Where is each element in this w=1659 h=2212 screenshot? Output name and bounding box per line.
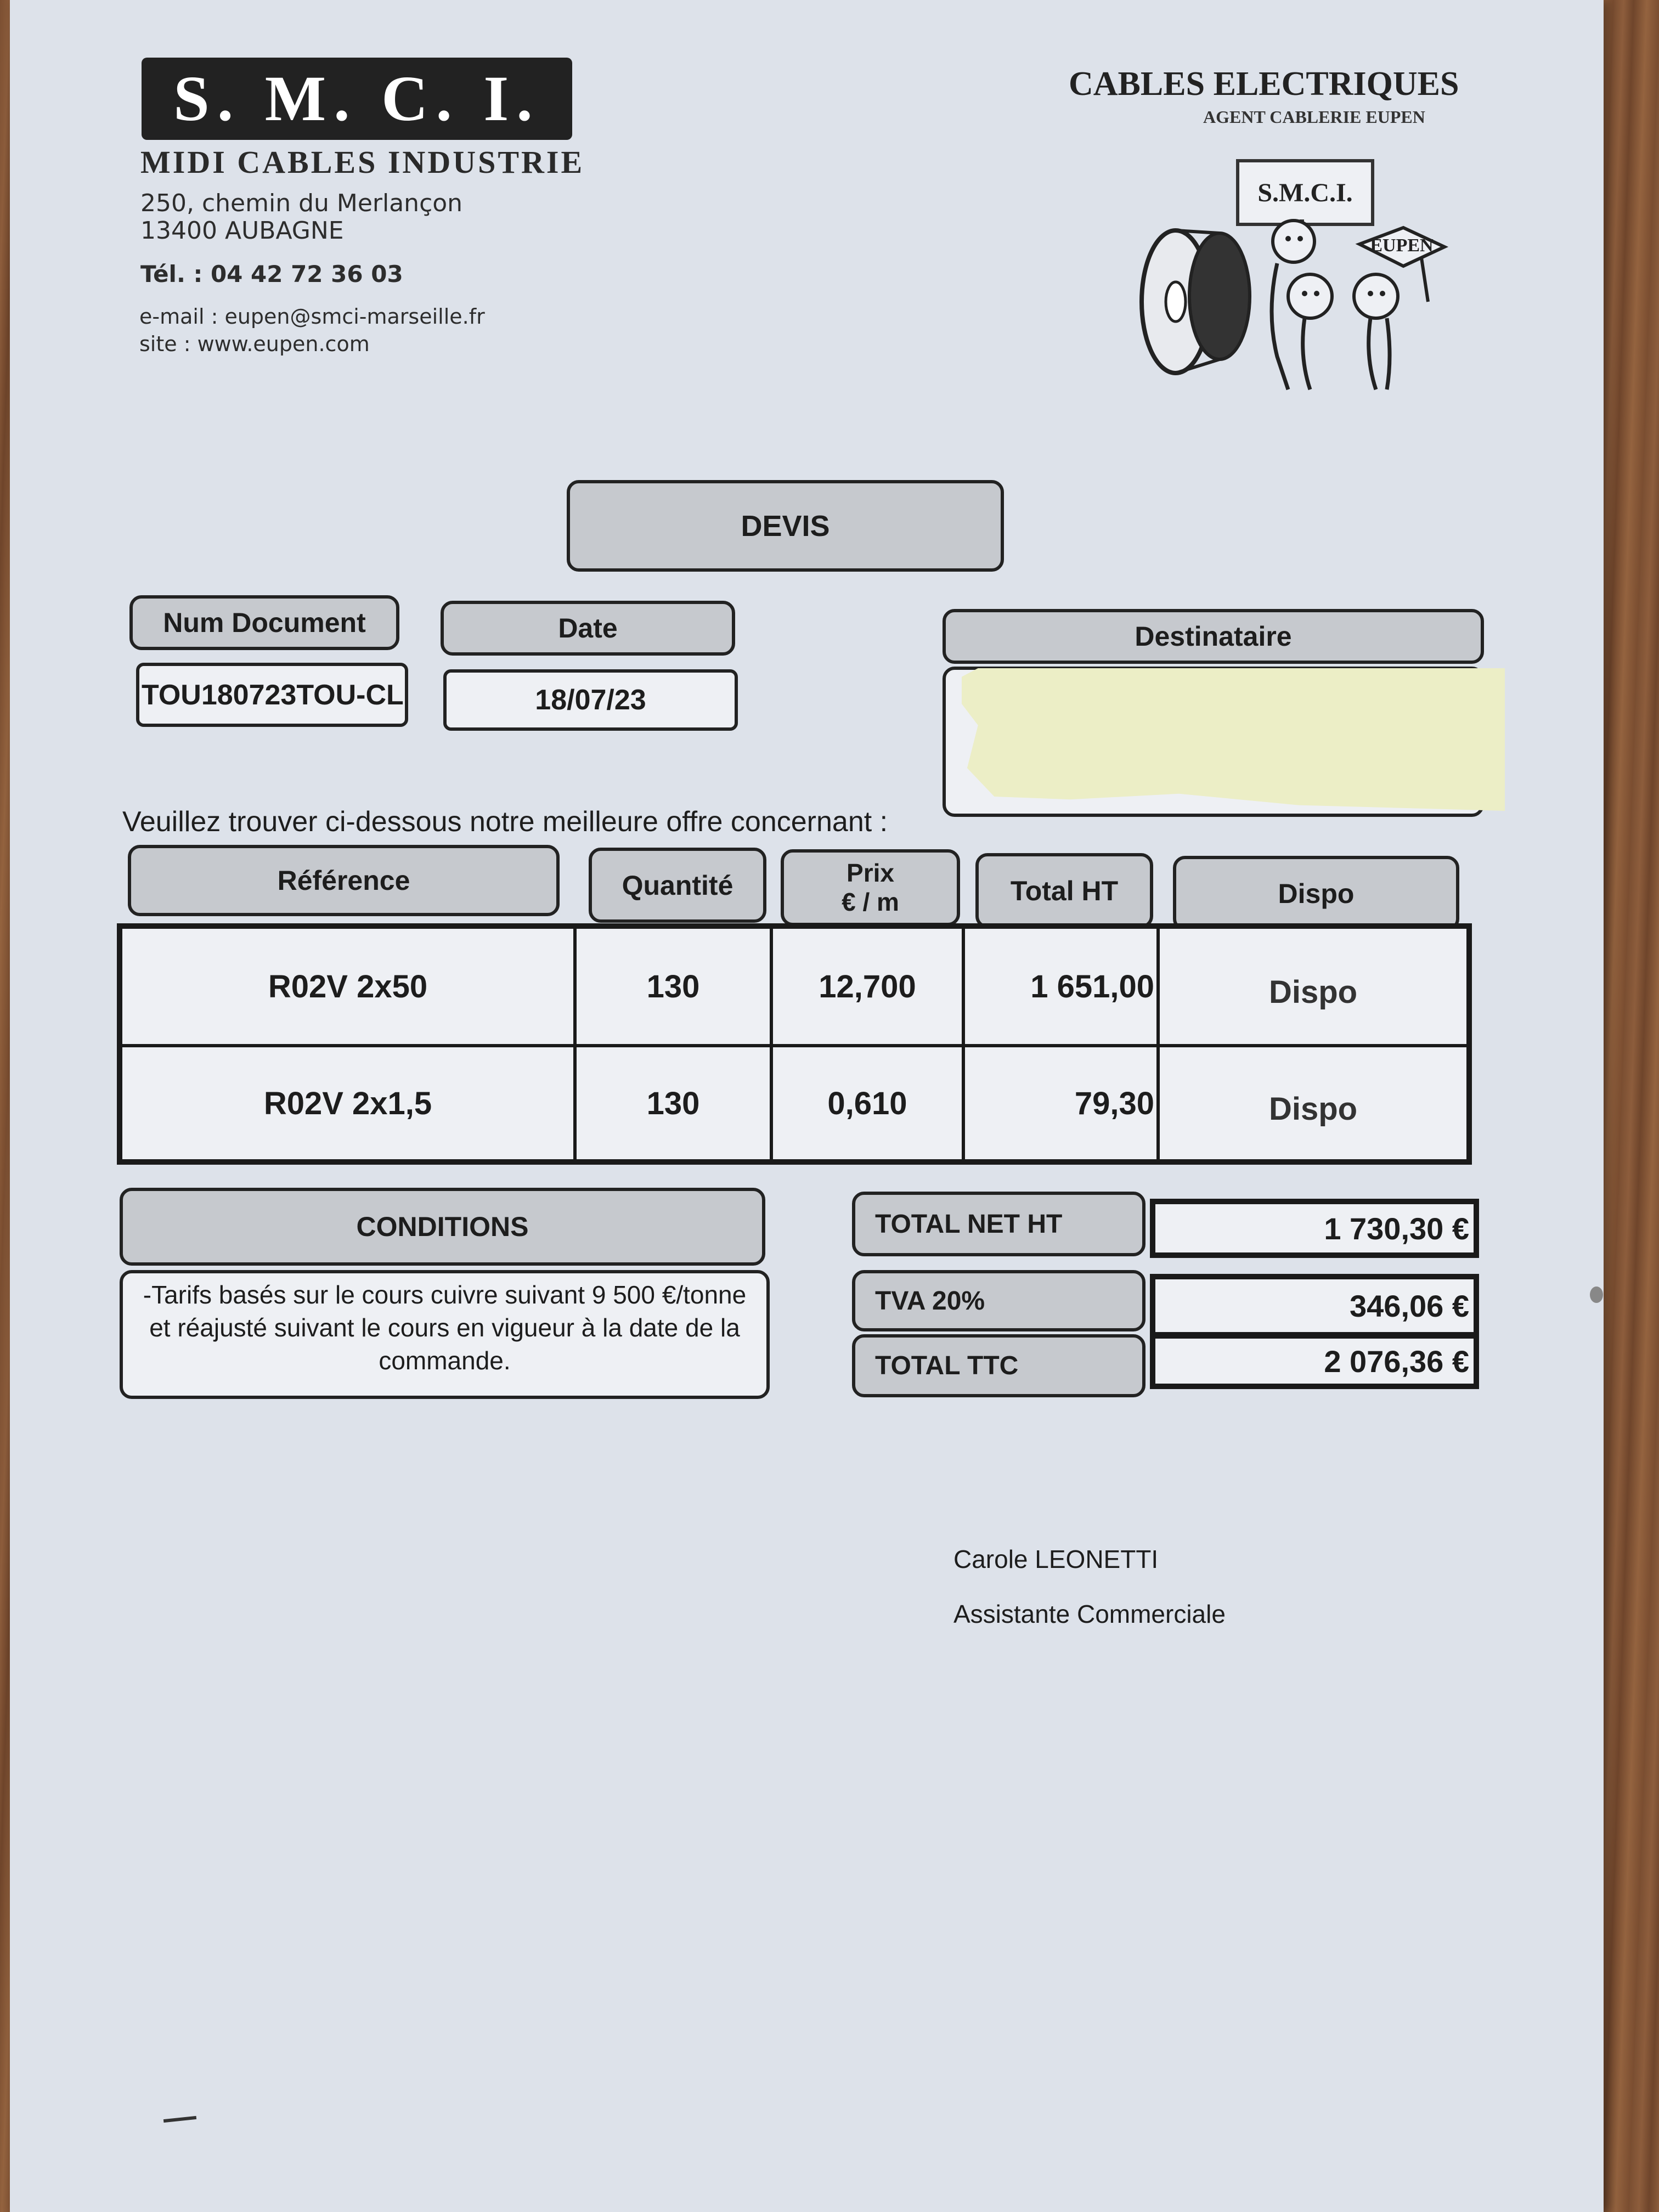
pen-mark: [163, 2116, 196, 2123]
row2-dispo: Dispo: [1268, 1091, 1358, 1127]
row2-price: 0,610: [827, 1085, 907, 1121]
num-document-label: Num Document: [129, 595, 399, 650]
address-line2: 13400 AUBAGNE: [140, 217, 344, 245]
recipient-label: Destinataire: [943, 609, 1484, 664]
total-ttc-value: 2 076,36 €: [1150, 1333, 1479, 1389]
total-ttc-label: TOTAL TTC: [852, 1334, 1146, 1397]
cable-reel-mascot-illustration: [1129, 214, 1469, 411]
total-net-ht-value: 1 730,30 €: [1150, 1199, 1479, 1258]
items-table: [117, 923, 1472, 1165]
document-title: DEVIS: [567, 480, 1004, 572]
total-net-ht-label: TOTAL NET HT: [852, 1192, 1146, 1256]
redaction-tape: [962, 668, 1505, 811]
mascot-sign: S.M.C.I.: [1236, 159, 1374, 226]
row2-total: 79,30: [1074, 1085, 1154, 1121]
cables-title: CABLES ELECTRIQUES: [1069, 65, 1459, 103]
row1-price: 12,700: [819, 968, 916, 1005]
company-name: MIDI CABLES INDUSTRIE: [140, 144, 585, 180]
header-price-line2: € / m: [842, 888, 899, 916]
header-quantity: Quantité: [589, 848, 766, 923]
quote-document: [10, 0, 1604, 2212]
signatory-role: Assistante Commerciale: [953, 1600, 1226, 1628]
company-logo: S. M. C. I.: [142, 58, 572, 140]
row2-quantity: 130: [646, 1085, 700, 1121]
header-price: [781, 849, 960, 926]
punch-mark: [1590, 1286, 1603, 1303]
phone-number: Tél. : 04 42 72 36 03: [140, 261, 403, 287]
header-total-ht: Total HT: [975, 853, 1153, 928]
header-price-line1: Prix: [847, 859, 894, 888]
website: site : www.eupen.com: [139, 332, 370, 356]
agent-subtitle: AGENT CABLERIE EUPEN: [1203, 107, 1425, 127]
row1-reference: R02V 2x50: [268, 968, 428, 1005]
date-value: 18/07/23: [443, 669, 738, 731]
row1-dispo: Dispo: [1268, 974, 1358, 1010]
row1-total: 1 651,00: [1030, 968, 1154, 1005]
conditions-text: -Tarifs basés sur le cours cuivre suivant 9 500 €/tonne et réajusté suivant le cours en vigueur à la date de la commande.: [120, 1270, 770, 1399]
header-reference: Référence: [128, 845, 560, 916]
num-document-value: TOU180723TOU-CL: [136, 663, 408, 727]
row1-quantity: 130: [646, 968, 700, 1005]
date-label: Date: [441, 601, 735, 656]
tva-label: TVA 20%: [852, 1270, 1146, 1331]
conditions-label: CONDITIONS: [120, 1188, 765, 1266]
email-address: e-mail : eupen@smci-marseille.fr: [139, 304, 485, 329]
signatory-name: Carole LEONETTI: [953, 1545, 1159, 1573]
tva-value: 346,06 €: [1150, 1274, 1479, 1338]
eupen-badge: EUPEN: [1370, 235, 1434, 256]
header-dispo: Dispo: [1173, 856, 1459, 931]
row2-reference: R02V 2x1,5: [263, 1085, 432, 1121]
address-line1: 250, chemin du Merlançon: [140, 189, 463, 217]
intro-text: Veuillez trouver ci-dessous notre meilleure offre concernant :: [122, 806, 888, 838]
